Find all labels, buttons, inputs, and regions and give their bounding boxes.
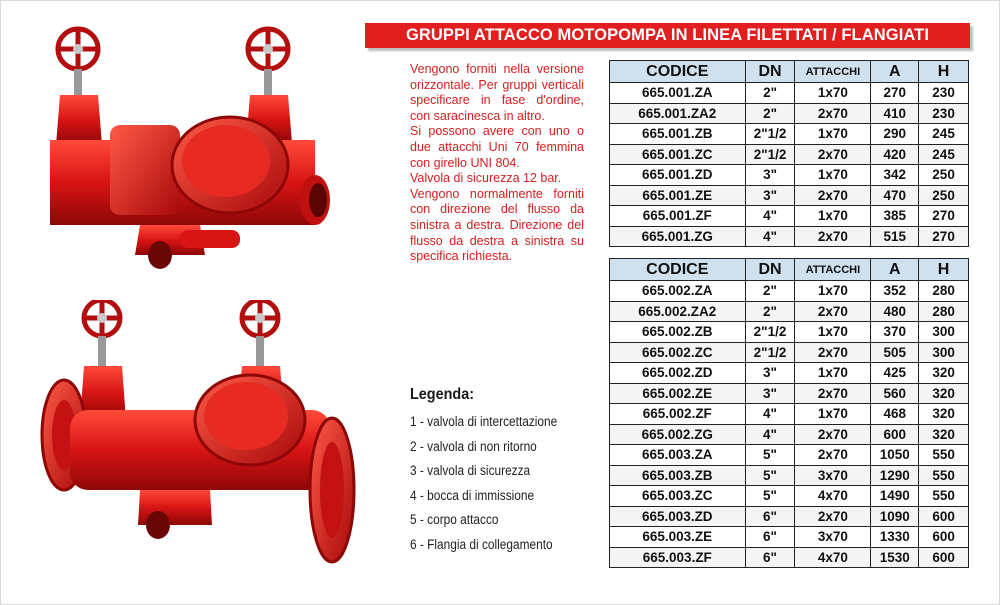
table-row — [610, 83, 969, 104]
header-code: CODICE — [610, 61, 746, 83]
legend-item: 4 - bocca di immissione — [410, 487, 535, 503]
cell-code: 665.003.ZB — [610, 465, 746, 486]
cell-h: 550 — [919, 445, 969, 466]
cell-a: 505 — [871, 342, 919, 363]
header-h: H — [919, 61, 969, 83]
cell-h: 300 — [919, 322, 969, 343]
header-dn: DN — [745, 259, 795, 281]
legend-item: 1 - valvola di intercettazione — [410, 414, 558, 429]
cell-attacchi: 1x70 — [795, 281, 871, 302]
cell-a: 1530 — [871, 547, 919, 568]
legend-title: Legenda: — [410, 386, 475, 403]
table-row — [610, 465, 969, 486]
threaded-spec-table — [609, 60, 969, 247]
cell-h: 230 — [919, 83, 969, 104]
cell-attacchi: 2x70 — [795, 383, 871, 404]
header-h: H — [919, 259, 969, 281]
table-row — [610, 445, 969, 466]
cell-h: 280 — [919, 281, 969, 302]
cell-a: 1090 — [871, 506, 919, 527]
header-attacchi: ATTACCHI — [795, 61, 871, 83]
cell-code: 665.002.ZF — [610, 404, 746, 425]
cell-attacchi: 1x70 — [795, 124, 871, 145]
legend-item: 2 - valvola di non ritorno — [410, 438, 537, 454]
header-code: CODICE — [610, 259, 746, 281]
cell-attacchi: 3x70 — [795, 465, 871, 486]
cell-dn: 2"1/2 — [745, 342, 795, 363]
cell-dn: 2" — [745, 103, 795, 124]
cell-h: 300 — [919, 342, 969, 363]
cell-dn: 5" — [745, 445, 795, 466]
table-row — [610, 103, 969, 124]
cell-dn: 6" — [745, 527, 795, 548]
legend-list — [410, 410, 577, 557]
cell-code: 665.002.ZB — [610, 322, 746, 343]
cell-h: 245 — [919, 124, 969, 145]
header-a: A — [871, 259, 919, 281]
cell-code: 665.001.ZG — [610, 226, 746, 247]
table-row — [610, 506, 969, 527]
cell-dn: 5" — [745, 486, 795, 507]
cell-h: 320 — [919, 424, 969, 445]
cell-a: 410 — [871, 103, 919, 124]
cell-code: 665.001.ZA — [610, 83, 746, 104]
cell-dn: 2" — [745, 281, 795, 302]
table-row — [610, 144, 969, 165]
cell-code: 665.003.ZE — [610, 527, 746, 548]
cell-attacchi: 2x70 — [795, 144, 871, 165]
cell-attacchi: 2x70 — [795, 103, 871, 124]
cell-a: 600 — [871, 424, 919, 445]
cell-h: 250 — [919, 165, 969, 186]
cell-dn: 4" — [745, 424, 795, 445]
cell-a: 342 — [871, 165, 919, 186]
table-row — [610, 527, 969, 548]
title-banner: GRUPPI ATTACCO MOTOPOMPA IN LINEA FILETTATI / FLANGIATI — [365, 23, 970, 48]
cell-attacchi: 1x70 — [795, 363, 871, 384]
cell-attacchi: 4x70 — [795, 547, 871, 568]
cell-code: 665.002.ZD — [610, 363, 746, 384]
cell-a: 560 — [871, 383, 919, 404]
cell-dn: 6" — [745, 547, 795, 568]
cell-h: 250 — [919, 185, 969, 206]
cell-code: 665.003.ZF — [610, 547, 746, 568]
cell-h: 230 — [919, 103, 969, 124]
table-row — [610, 383, 969, 404]
cell-a: 420 — [871, 144, 919, 165]
header-a: A — [871, 61, 919, 83]
description-paragraph: Si possono avere con uno o due attacchi Uni 70 femmina con girello UNI 804. — [410, 124, 584, 170]
cell-a: 352 — [871, 281, 919, 302]
cell-h: 245 — [919, 144, 969, 165]
cell-dn: 3" — [745, 165, 795, 186]
cell-a: 385 — [871, 206, 919, 227]
cell-attacchi: 1x70 — [795, 165, 871, 186]
cell-attacchi: 2x70 — [795, 185, 871, 206]
table-header-row — [610, 259, 969, 281]
cell-attacchi: 2x70 — [795, 301, 871, 322]
table-row — [610, 547, 969, 568]
table-row — [610, 363, 969, 384]
table-row — [610, 342, 969, 363]
cell-code: 665.002.ZE — [610, 383, 746, 404]
table-row — [610, 165, 969, 186]
legend-item: 3 - valvola di sicurezza — [410, 463, 531, 478]
cell-code: 665.001.ZE — [610, 185, 746, 206]
cell-h: 320 — [919, 363, 969, 384]
cell-attacchi: 2x70 — [795, 506, 871, 527]
cell-attacchi: 2x70 — [795, 445, 871, 466]
cell-attacchi: 4x70 — [795, 486, 871, 507]
cell-attacchi: 2x70 — [795, 342, 871, 363]
table-row — [610, 226, 969, 247]
cell-dn: 3" — [745, 185, 795, 206]
table-row — [610, 424, 969, 445]
table-row — [610, 404, 969, 425]
flanged-valve-group-image — [30, 300, 360, 570]
cell-h: 600 — [919, 506, 969, 527]
cell-a: 425 — [871, 363, 919, 384]
legend-item: 5 - corpo attacco — [410, 512, 499, 527]
cell-h: 550 — [919, 465, 969, 486]
table-header-row — [610, 61, 969, 83]
description-text — [410, 62, 584, 265]
cell-dn: 4" — [745, 226, 795, 247]
table-row — [610, 281, 969, 302]
cell-h: 270 — [919, 206, 969, 227]
cell-dn: 3" — [745, 363, 795, 384]
cell-dn: 3" — [745, 383, 795, 404]
cell-code: 665.001.ZC — [610, 144, 746, 165]
cell-code: 665.002.ZA — [610, 281, 746, 302]
header-dn: DN — [745, 61, 795, 83]
cell-a: 480 — [871, 301, 919, 322]
cell-code: 665.002.ZC — [610, 342, 746, 363]
cell-a: 470 — [871, 185, 919, 206]
cell-dn: 2"1/2 — [745, 144, 795, 165]
flanged-spec-table — [609, 258, 969, 568]
cell-code: 665.003.ZA — [610, 445, 746, 466]
cell-code: 665.002.ZG — [610, 424, 746, 445]
cell-dn: 2"1/2 — [745, 124, 795, 145]
cell-attacchi: 1x70 — [795, 404, 871, 425]
description-paragraph: Valvola di sicurezza 12 bar. — [410, 171, 562, 186]
cell-dn: 2"1/2 — [745, 322, 795, 343]
cell-a: 515 — [871, 226, 919, 247]
cell-code: 665.001.ZF — [610, 206, 746, 227]
cell-a: 270 — [871, 83, 919, 104]
cell-h: 280 — [919, 301, 969, 322]
cell-dn: 6" — [745, 506, 795, 527]
cell-code: 665.001.ZA2 — [610, 103, 746, 124]
description-paragraph: Vengono forniti nella versione orizzontale. Per gruppi verticali specificare in fase d'ordine, con saracinesca in altro. — [410, 62, 584, 123]
description-paragraph: Vengono normalmente forniti con direzione del flusso da sinistra a destra. Direzione del flusso da destra a sinistra su specifica richiesta. — [410, 186, 584, 264]
cell-code: 665.002.ZA2 — [610, 301, 746, 322]
cell-code: 665.003.ZD — [610, 506, 746, 527]
cell-code: 665.001.ZB — [610, 124, 746, 145]
cell-attacchi: 2x70 — [795, 424, 871, 445]
cell-code: 665.001.ZD — [610, 165, 746, 186]
table-row — [610, 301, 969, 322]
cell-dn: 5" — [745, 465, 795, 486]
cell-dn: 2" — [745, 83, 795, 104]
table-row — [610, 124, 969, 145]
cell-attacchi: 3x70 — [795, 527, 871, 548]
cell-dn: 4" — [745, 404, 795, 425]
cell-attacchi: 1x70 — [795, 83, 871, 104]
threaded-valve-group-image — [30, 25, 330, 285]
cell-attacchi: 1x70 — [795, 206, 871, 227]
cell-dn: 2" — [745, 301, 795, 322]
cell-a: 1290 — [871, 465, 919, 486]
cell-h: 270 — [919, 226, 969, 247]
cell-h: 600 — [919, 547, 969, 568]
cell-a: 370 — [871, 322, 919, 343]
table-row — [610, 322, 969, 343]
cell-h: 320 — [919, 383, 969, 404]
cell-a: 290 — [871, 124, 919, 145]
cell-attacchi: 2x70 — [795, 226, 871, 247]
cell-attacchi: 1x70 — [795, 322, 871, 343]
table-row — [610, 206, 969, 227]
header-attacchi: ATTACCHI — [795, 259, 871, 281]
cell-dn: 4" — [745, 206, 795, 227]
legend-item: 6 - Flangia di collegamento — [410, 536, 553, 552]
table-row — [610, 185, 969, 206]
cell-a: 1330 — [871, 527, 919, 548]
cell-code: 665.003.ZC — [610, 486, 746, 507]
cell-a: 1490 — [871, 486, 919, 507]
table-row — [610, 486, 969, 507]
cell-a: 1050 — [871, 445, 919, 466]
cell-a: 468 — [871, 404, 919, 425]
cell-h: 600 — [919, 527, 969, 548]
cell-h: 320 — [919, 404, 969, 425]
cell-h: 550 — [919, 486, 969, 507]
